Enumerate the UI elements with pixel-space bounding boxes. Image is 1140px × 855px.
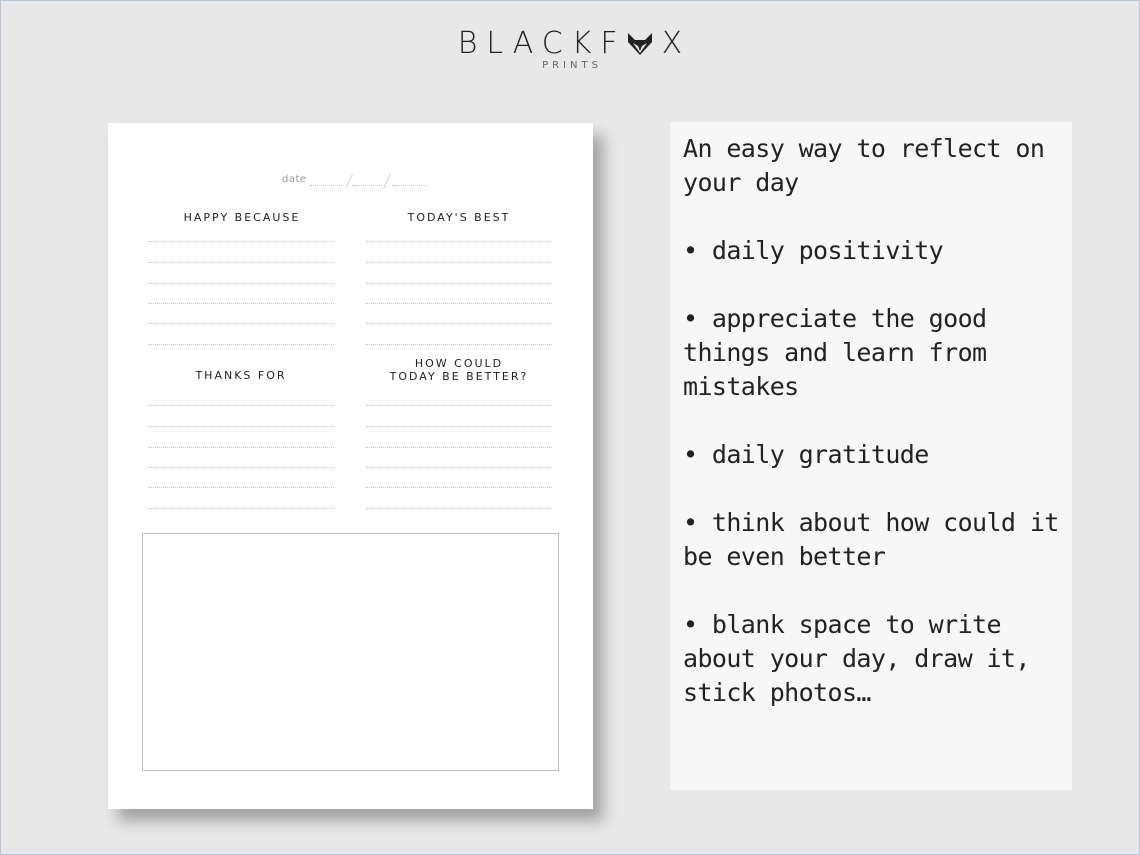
fox-head-icon	[627, 32, 653, 56]
brand-name-start: BLACKF	[457, 26, 627, 61]
lines-thanks[interactable]	[148, 405, 334, 515]
date-label: date	[282, 174, 307, 185]
lines-happy[interactable]	[148, 241, 334, 351]
description-panel	[670, 122, 1072, 790]
lines-better[interactable]	[366, 405, 552, 515]
description-bullet: • think about how could it be even better	[683, 508, 1074, 571]
date-month-blank	[352, 185, 382, 186]
date-year-blank	[392, 185, 426, 186]
brand-logo	[449, 26, 691, 62]
section-title-better-line1: HOW COULD	[414, 357, 504, 370]
brand-header	[0, 26, 1140, 71]
blank-notes-box[interactable]	[142, 533, 559, 771]
description-bullet: • daily positivity	[683, 236, 944, 265]
description-bullet: • daily gratitude	[683, 440, 929, 469]
date-field	[282, 171, 532, 191]
description-bullet: • blank space to write about your day, draw it, stick photos…	[683, 610, 1045, 707]
section-title-better-line2: TODAY BE BETTER?	[389, 370, 529, 383]
description-text	[683, 132, 1074, 744]
brand-name-end: X	[661, 26, 692, 61]
description-bullet: • appreciate the good things and learn from mistakes	[683, 304, 1001, 401]
lines-best[interactable]	[366, 241, 552, 351]
brand-subtitle: PRINTS	[542, 60, 602, 71]
date-day-blank	[310, 185, 344, 186]
section-title-happy: HAPPY BECAUSE	[183, 211, 301, 224]
section-title-thanks: THANKS FOR	[195, 369, 287, 382]
section-title-best: TODAY'S BEST	[407, 211, 511, 224]
description-intro: An easy way to reflect on your day	[683, 134, 1059, 197]
section-title-better	[366, 357, 552, 383]
planner-sheet	[108, 123, 593, 809]
date-separator: /	[382, 171, 393, 192]
date-separator: /	[344, 171, 355, 192]
